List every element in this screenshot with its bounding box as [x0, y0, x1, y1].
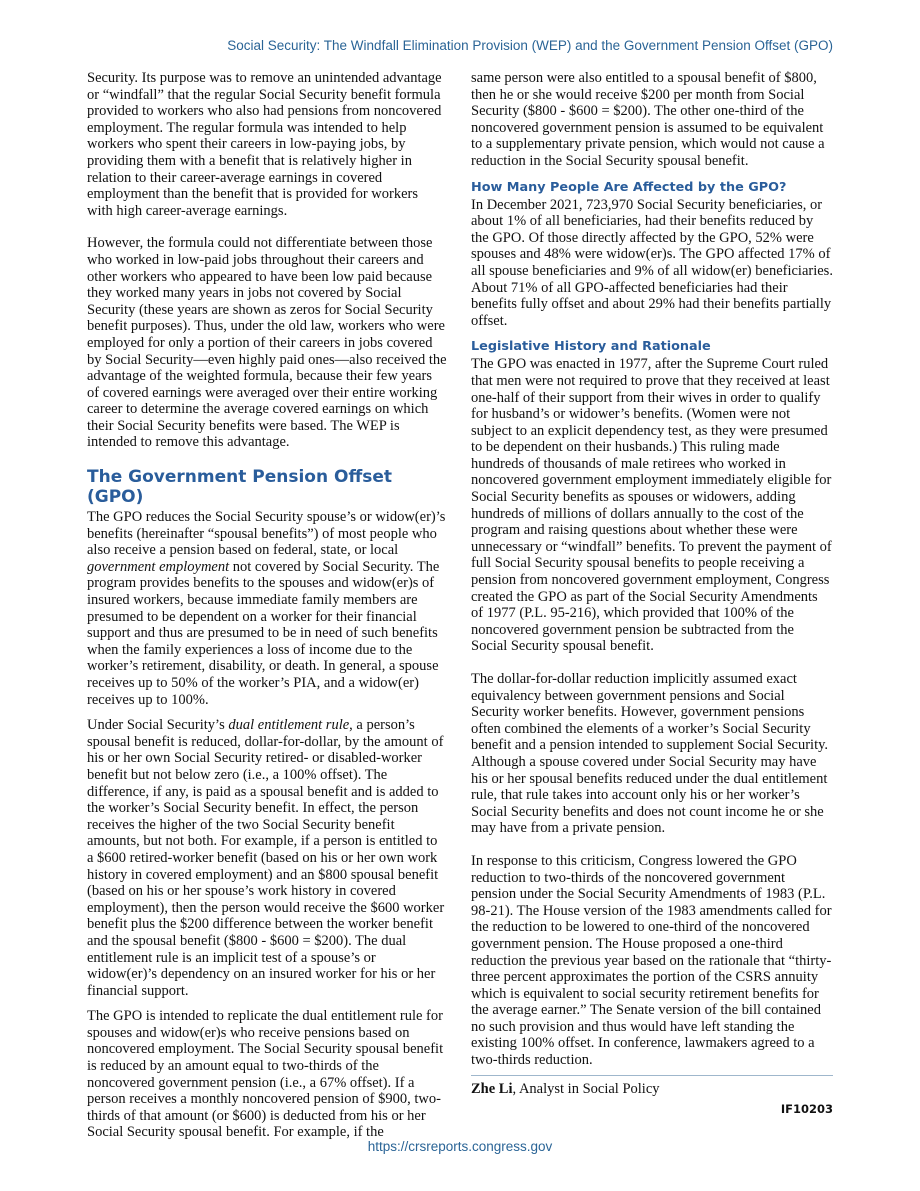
- document-id: IF10203: [780, 1102, 833, 1117]
- subsection-heading-history: Legislative History and Rationale: [471, 339, 711, 355]
- paragraph: same person were also entitled to a spousal benefit of $800, then he or she would receive $200 per month from Social Security ($800 - $600 = $200). The other one-third of the noncovered government pension is assumed to be equivalent to a supplementary private pension, which would not cause a reduction in the Social Security spousal benefit.: [471, 70, 825, 169]
- section-heading-gpo: The Government Pension Offset (GPO): [87, 467, 393, 508]
- divider: [471, 1075, 833, 1076]
- author-title: , Analyst in Social Policy: [512, 1080, 660, 1097]
- paragraph: The GPO reduces the Social Security spouse’s or widow(er)’s benefits (hereinafter “spousal benefits”) of most people who also receive a pension based on federal, state, or local government employment not covered by Social Security. The program provides benefits to the spouses and widow(er)s of insured workers, because immediate family members are presumed to be dependent on a worker for their financial support and thus are presumed to be in need of such benefits when the family experiences a loss of income due to the worker’s retirement, disability, or death. In general, a spouse receives up to 50% of the worker’s PIA, and a widow(er) receives up to 100%.: [87, 509, 446, 708]
- paragraph: Under Social Security’s dual entitlement rule, a person’s spousal benefit is reduced, dollar-for-dollar, by the amount of his or her own Social Security retired- or disabled-worker benefit but not below zero (i.e., a 100% offset). The difference, if any, is paid as a spousal benefit and is added to the worker’s Social Security benefit. In effect, the person receives the higher of the two Social Security benefit amounts, but not both. For example, if a person is entitled to a $600 retired-worker benefit (based on his or her own work history in covered employment) and an $800 spousal benefit (based on his or her spouse’s work history in covered employment), then the person would receive the $600 worker benefit plus the $200 difference between the worker benefit and the spousal benefit ($800 - $600 = $200). The dual entitlement rule is an implicit test of a spouse’s or widow(er)’s dependency on an insured worker for his or her financial support.: [87, 717, 445, 999]
- paragraph: The GPO is intended to replicate the dual entitlement rule for spouses and widow(er)s who receive pensions based on noncovered employment. The Social Security spousal benefit is reduced by an amount equal to two-thirds of the noncovered government pension (i.e., a 67% offset). If a person receives a monthly noncovered pension of $900, two-thirds of that amount (or $600) is deducted from his or her Social Security spousal benefit. For example, if the: [87, 1008, 444, 1141]
- paragraph: Security. Its purpose was to remove an unintended advantage or “windfall” that the regular Social Security benefit formula provided to workers who also had pensions from noncovered employment. The regular formula was intended to help workers who spent their careers in low-paying jobs, by providing them with a benefit that is relatively higher in relation to their career-average earnings in covered employment than the benefit that is provided for workers with high career-average earnings.: [87, 70, 442, 219]
- footer-url-link[interactable]: https://crsreports.congress.gov: [367, 1139, 553, 1154]
- author-line: [471, 1081, 833, 1098]
- paragraph: In December 2021, 723,970 Social Security beneficiaries, or about 1% of all beneficiaries, had their benefits reduced by the GPO. Of those directly affected by the GPO, 52% were spouses and 48% were widow(er)s. The GPO affected 17% of all spouse beneficiaries and 9% of all widow(er) beneficiaries. About 71% of all GPO-affected beneficiaries had their benefits fully offset and about 29% had their benefits partially offset.: [471, 196, 833, 329]
- paragraph: The dollar-for-dollar reduction implicitly assumed exact equivalency between government pensions and Social Security worker benefits. However, government pensions often combined the elements of a worker’s Social Security benefit and a pension intended to supplement Social Security. Although a spouse covered under Social Security may have his or her spousal benefits reduced under the dual entitlement rule, that rule takes into account only his or her worker’s Social Security benefits and does not count income he or she may have from a private pension.: [471, 671, 829, 837]
- running-header: Social Security: The Windfall Elimination Provision (WEP) and the Government Pension Offset (GPO): [227, 38, 833, 53]
- right-column: [471, 70, 833, 1118]
- paragraph: In response to this criticism, Congress lowered the GPO reduction to two-thirds of the noncovered government pension under the Social Security Amendments of 1983 (P.L. 98-21). The House version of the 1983 amendments called for the reduction to be lowered to one-third of the noncovered government pension. The House proposed a one-third reduction the previous year based on the rationale that “thirty-three percent approximates the portion of the CSRS annuity which is equivalent to social security retirement benefits for the average earner.” The Senate version of the bill contained no such provision and thus would have left standing the existing 100% offset. In conference, lawmakers agreed to a two-thirds reduction.: [471, 852, 832, 1069]
- author-name: Zhe Li: [471, 1080, 513, 1097]
- paragraph: However, the formula could not differentiate between those who worked in low-paid jobs throughout their careers and other workers who appeared to have been low paid because they worked many years in jobs not covered by Social Security (these years are shown as zeros for Social Security benefit purposes). Thus, under the old law, workers who were employed for only a portion of their careers in jobs covered by Social Security—even highly paid ones—also received the advantage of the weighted formula, because their few years of covered earnings were averaged over their entire working career to determine the average covered earnings on which their Social Security benefits were based. The WEP is intended to remove this advantage.: [87, 235, 447, 451]
- subsection-heading-affected: How Many People Are Affected by the GPO?: [471, 179, 787, 195]
- paragraph: The GPO was enacted in 1977, after the Supreme Court ruled that men were not required to prove that they received at least one-half of their support from their wives in order to qualify for husband’s or widower’s benefits. (Women were not subject to an explicit dependency test, as they were presumed to be dependent on their husbands.) This ruling made hundreds of thousands of male retirees who worked in noncovered government employment immediately eligible for Social Security benefits as spouses or widowers, adding hundreds of millions of dollars annually to the cost of the program and raising questions about whether these were unnecessary or “windfall” benefits. To prevent the payment of full Social Security spousal benefits to people receiving a pension from noncovered government employment, Congress created the GPO as part of the Social Security Amendments of 1977 (P.L. 95-216), which provided that 100% of the noncovered government pension be subtracted from the Social Security spousal benefit.: [471, 356, 832, 655]
- left-column: [87, 70, 447, 1157]
